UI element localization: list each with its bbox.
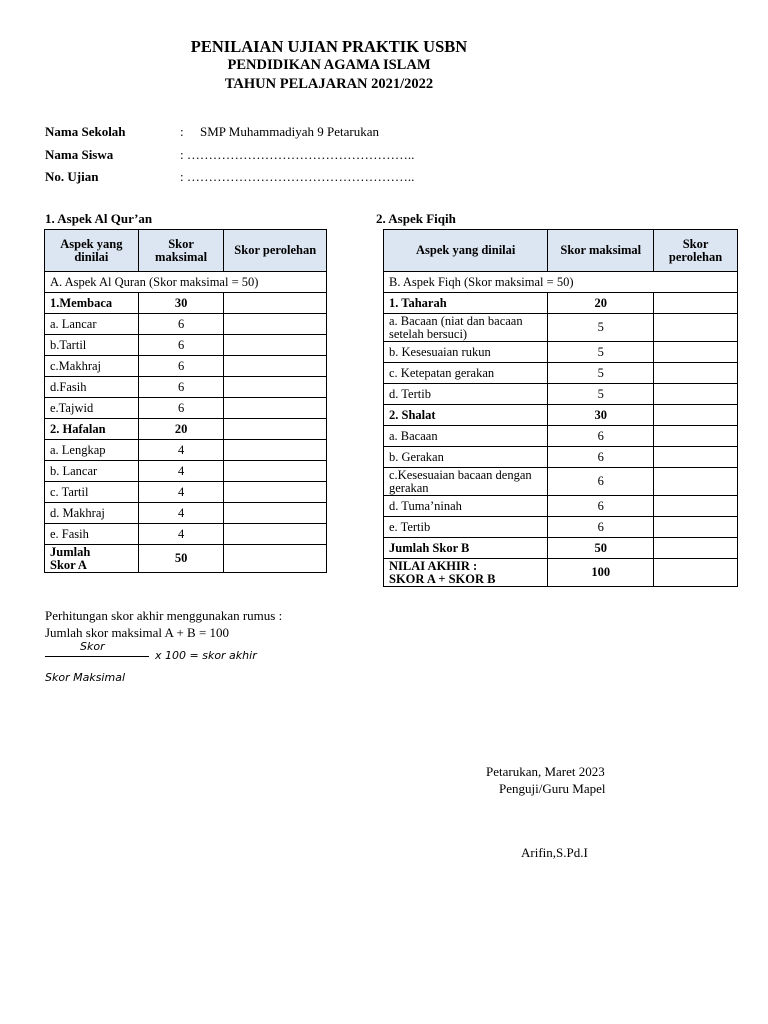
- fiqh-max-score-cell: 5: [548, 342, 654, 363]
- formula-denominator: Skor Maksimal: [45, 671, 126, 684]
- quran-obtained-score-cell[interactable]: [224, 482, 327, 503]
- quran-aspect-cell: 1.Membaca: [45, 293, 139, 314]
- quran-obtained-score-cell[interactable]: [224, 440, 327, 461]
- section-b-heading: 2. Aspek Fiqih: [376, 211, 456, 226]
- fiqh-score-table: [383, 229, 738, 587]
- table-row: [384, 293, 738, 314]
- table-row: [384, 517, 738, 538]
- fiqh-obtained-score-cell[interactable]: [654, 517, 738, 538]
- quran-obtained-score-cell[interactable]: [224, 398, 327, 419]
- quran-obtained-score-cell[interactable]: [224, 419, 327, 440]
- quran-aspect-cell: c. Tartil: [45, 482, 139, 503]
- fiqh-max-score-cell: 6: [548, 426, 654, 447]
- table-row: [384, 342, 738, 363]
- fiqh-max-score-cell: 6: [548, 468, 654, 496]
- quran-max-score-cell: 6: [138, 356, 224, 377]
- column-header-aspect: Aspek yang dinilai: [384, 230, 548, 272]
- quran-aspect-cell: e. Fasih: [45, 524, 139, 545]
- fiqh-max-score-cell: 5: [548, 363, 654, 384]
- fiqh-obtained-score-cell[interactable]: [654, 538, 738, 559]
- fiqh-aspect-cell: a. Bacaan: [384, 426, 548, 447]
- quran-max-score-cell: 4: [138, 461, 224, 482]
- quran-max-score-cell: 4: [138, 440, 224, 461]
- fiqh-obtained-score-cell[interactable]: [654, 447, 738, 468]
- table-row: [384, 426, 738, 447]
- fiqh-max-score-cell: 5: [548, 314, 654, 342]
- school-label: Nama Sekolah: [45, 124, 126, 139]
- quran-obtained-score-cell[interactable]: [224, 356, 327, 377]
- quran-max-score-cell: 6: [138, 314, 224, 335]
- fiqh-max-score-cell: 50: [548, 538, 654, 559]
- quran-obtained-score-cell[interactable]: [224, 335, 327, 356]
- fiqh-max-score-cell: 5: [548, 384, 654, 405]
- signature-name: Arifin,S.Pd.I: [521, 845, 588, 860]
- table-row: [384, 447, 738, 468]
- section-b-subheading: B. Aspek Fiqh (Skor maksimal = 50): [384, 272, 738, 293]
- fiqh-obtained-score-cell[interactable]: [654, 468, 738, 496]
- fiqh-aspect-cell: d. Tuma’ninah: [384, 496, 548, 517]
- document-year: TAHUN PELAJARAN 2021/2022: [224, 76, 434, 92]
- exam-number-label: No. Ujian: [45, 169, 99, 184]
- table-row: [45, 356, 327, 377]
- fiqh-obtained-score-cell[interactable]: [654, 426, 738, 447]
- student-label: Nama Siswa: [45, 147, 114, 162]
- fiqh-max-score-cell: 30: [548, 405, 654, 426]
- fiqh-obtained-score-cell[interactable]: [654, 384, 738, 405]
- fiqh-max-score-cell: 6: [548, 496, 654, 517]
- table-row: [45, 461, 327, 482]
- fiqh-aspect-cell: Jumlah Skor B: [384, 538, 548, 559]
- fiqh-aspect-cell: a. Bacaan (niat dan bacaan setelah bersuci): [384, 314, 548, 342]
- quran-aspect-cell: b. Lancar: [45, 461, 139, 482]
- fiqh-aspect-cell: b. Gerakan: [384, 447, 548, 468]
- table-row: [384, 384, 738, 405]
- quran-aspect-cell: d.Fasih: [45, 377, 139, 398]
- fiqh-aspect-cell: c. Ketepatan gerakan: [384, 363, 548, 384]
- total-a-label: [45, 545, 139, 573]
- table-row: [45, 482, 327, 503]
- table-row: [384, 363, 738, 384]
- total-a-score-cell[interactable]: [224, 545, 327, 573]
- quran-aspect-cell: a. Lengkap: [45, 440, 139, 461]
- total-a-value: 50: [138, 545, 224, 573]
- quran-score-table: [44, 229, 327, 573]
- fiqh-aspect-cell: d. Tertib: [384, 384, 548, 405]
- quran-aspect-cell: 2. Hafalan: [45, 419, 139, 440]
- fiqh-obtained-score-cell[interactable]: [654, 405, 738, 426]
- total-a-label-line1: Jumlah: [50, 544, 91, 559]
- fiqh-obtained-score-cell[interactable]: [654, 363, 738, 384]
- column-header-obtained-score: Skor perolehan: [224, 230, 327, 272]
- total-b-value: 100: [548, 559, 654, 587]
- quran-obtained-score-cell[interactable]: [224, 314, 327, 335]
- document-subtitle: PENDIDIKAN AGAMA ISLAM: [227, 57, 431, 73]
- quran-max-score-cell: 4: [138, 524, 224, 545]
- exam-number-value: : ……………………………………………..: [180, 169, 415, 184]
- student-value: : ……………………………………………..: [180, 147, 415, 162]
- table-row: [45, 419, 327, 440]
- formula-intro: Perhitungan skor akhir menggunakan rumus :: [45, 608, 283, 623]
- quran-obtained-score-cell[interactable]: [224, 293, 327, 314]
- total-b-label-line1: NILAI AKHIR :: [389, 558, 478, 573]
- total-b-score-cell[interactable]: [654, 559, 738, 587]
- table-row: [45, 398, 327, 419]
- fiqh-aspect-cell: c.Kesesuaian bacaan dengan gerakan: [384, 468, 548, 496]
- column-header-max-score: Skor maksimal: [138, 230, 224, 272]
- quran-aspect-cell: b.Tartil: [45, 335, 139, 356]
- quran-obtained-score-cell[interactable]: [224, 503, 327, 524]
- fiqh-max-score-cell: 6: [548, 447, 654, 468]
- total-a-label-line2: Skor A: [50, 557, 87, 572]
- quran-max-score-cell: 4: [138, 482, 224, 503]
- fiqh-obtained-score-cell[interactable]: [654, 342, 738, 363]
- fiqh-aspect-cell: 1. Taharah: [384, 293, 548, 314]
- fiqh-max-score-cell: 6: [548, 517, 654, 538]
- quran-max-score-cell: 4: [138, 503, 224, 524]
- formula-numerator: Skor: [80, 640, 105, 653]
- signature-role: Penguji/Guru Mapel: [499, 781, 606, 796]
- fiqh-max-score-cell: 20: [548, 293, 654, 314]
- fiqh-obtained-score-cell[interactable]: [654, 314, 738, 342]
- fraction-bar: [45, 656, 149, 657]
- quran-max-score-cell: 6: [138, 398, 224, 419]
- total-b-label-line2: SKOR A + SKOR B: [389, 571, 496, 586]
- formula-max-sum: Jumlah skor maksimal A + B = 100: [45, 625, 230, 640]
- school-colon: :: [180, 124, 184, 139]
- section-a-heading: 1. Aspek Al Qur’an: [45, 211, 153, 226]
- table-row: [45, 377, 327, 398]
- table-row: [384, 496, 738, 517]
- section-a-subheading: A. Aspek Al Quran (Skor maksimal = 50): [45, 272, 327, 293]
- table-row: [45, 503, 327, 524]
- table-row: [384, 314, 738, 342]
- table-row: [45, 314, 327, 335]
- quran-max-score-cell: 6: [138, 377, 224, 398]
- document-title: PENILAIAN UJIAN PRAKTIK USBN: [190, 37, 468, 56]
- table-row: [45, 440, 327, 461]
- school-value: SMP Muhammadiyah 9 Petarukan: [200, 124, 379, 139]
- fiqh-aspect-cell: 2. Shalat: [384, 405, 548, 426]
- quran-obtained-score-cell[interactable]: [224, 377, 327, 398]
- fiqh-obtained-score-cell[interactable]: [654, 496, 738, 517]
- quran-obtained-score-cell[interactable]: [224, 524, 327, 545]
- quran-obtained-score-cell[interactable]: [224, 461, 327, 482]
- fiqh-aspect-cell: e. Tertib: [384, 517, 548, 538]
- table-row: [45, 524, 327, 545]
- quran-max-score-cell: 6: [138, 335, 224, 356]
- column-header-obtained-score: Skor perolehan: [654, 230, 738, 272]
- total-b-label: [384, 559, 548, 587]
- column-header-max-score: Skor maksimal: [548, 230, 654, 272]
- quran-aspect-cell: e.Tajwid: [45, 398, 139, 419]
- column-header-aspect: Aspek yang dinilai: [45, 230, 139, 272]
- quran-aspect-cell: d. Makhraj: [45, 503, 139, 524]
- table-row: [384, 468, 738, 496]
- quran-max-score-cell: 30: [138, 293, 224, 314]
- fiqh-aspect-cell: b. Kesesuaian rukun: [384, 342, 548, 363]
- quran-aspect-cell: c.Makhraj: [45, 356, 139, 377]
- table-row: [384, 405, 738, 426]
- signature-place-date: Petarukan, Maret 2023: [486, 764, 605, 779]
- quran-max-score-cell: 20: [138, 419, 224, 440]
- fiqh-obtained-score-cell[interactable]: [654, 293, 738, 314]
- table-row: [45, 335, 327, 356]
- table-row: [384, 538, 738, 559]
- quran-aspect-cell: a. Lancar: [45, 314, 139, 335]
- formula-rhs: x 100 = skor akhir: [155, 649, 257, 662]
- table-row: [45, 293, 327, 314]
